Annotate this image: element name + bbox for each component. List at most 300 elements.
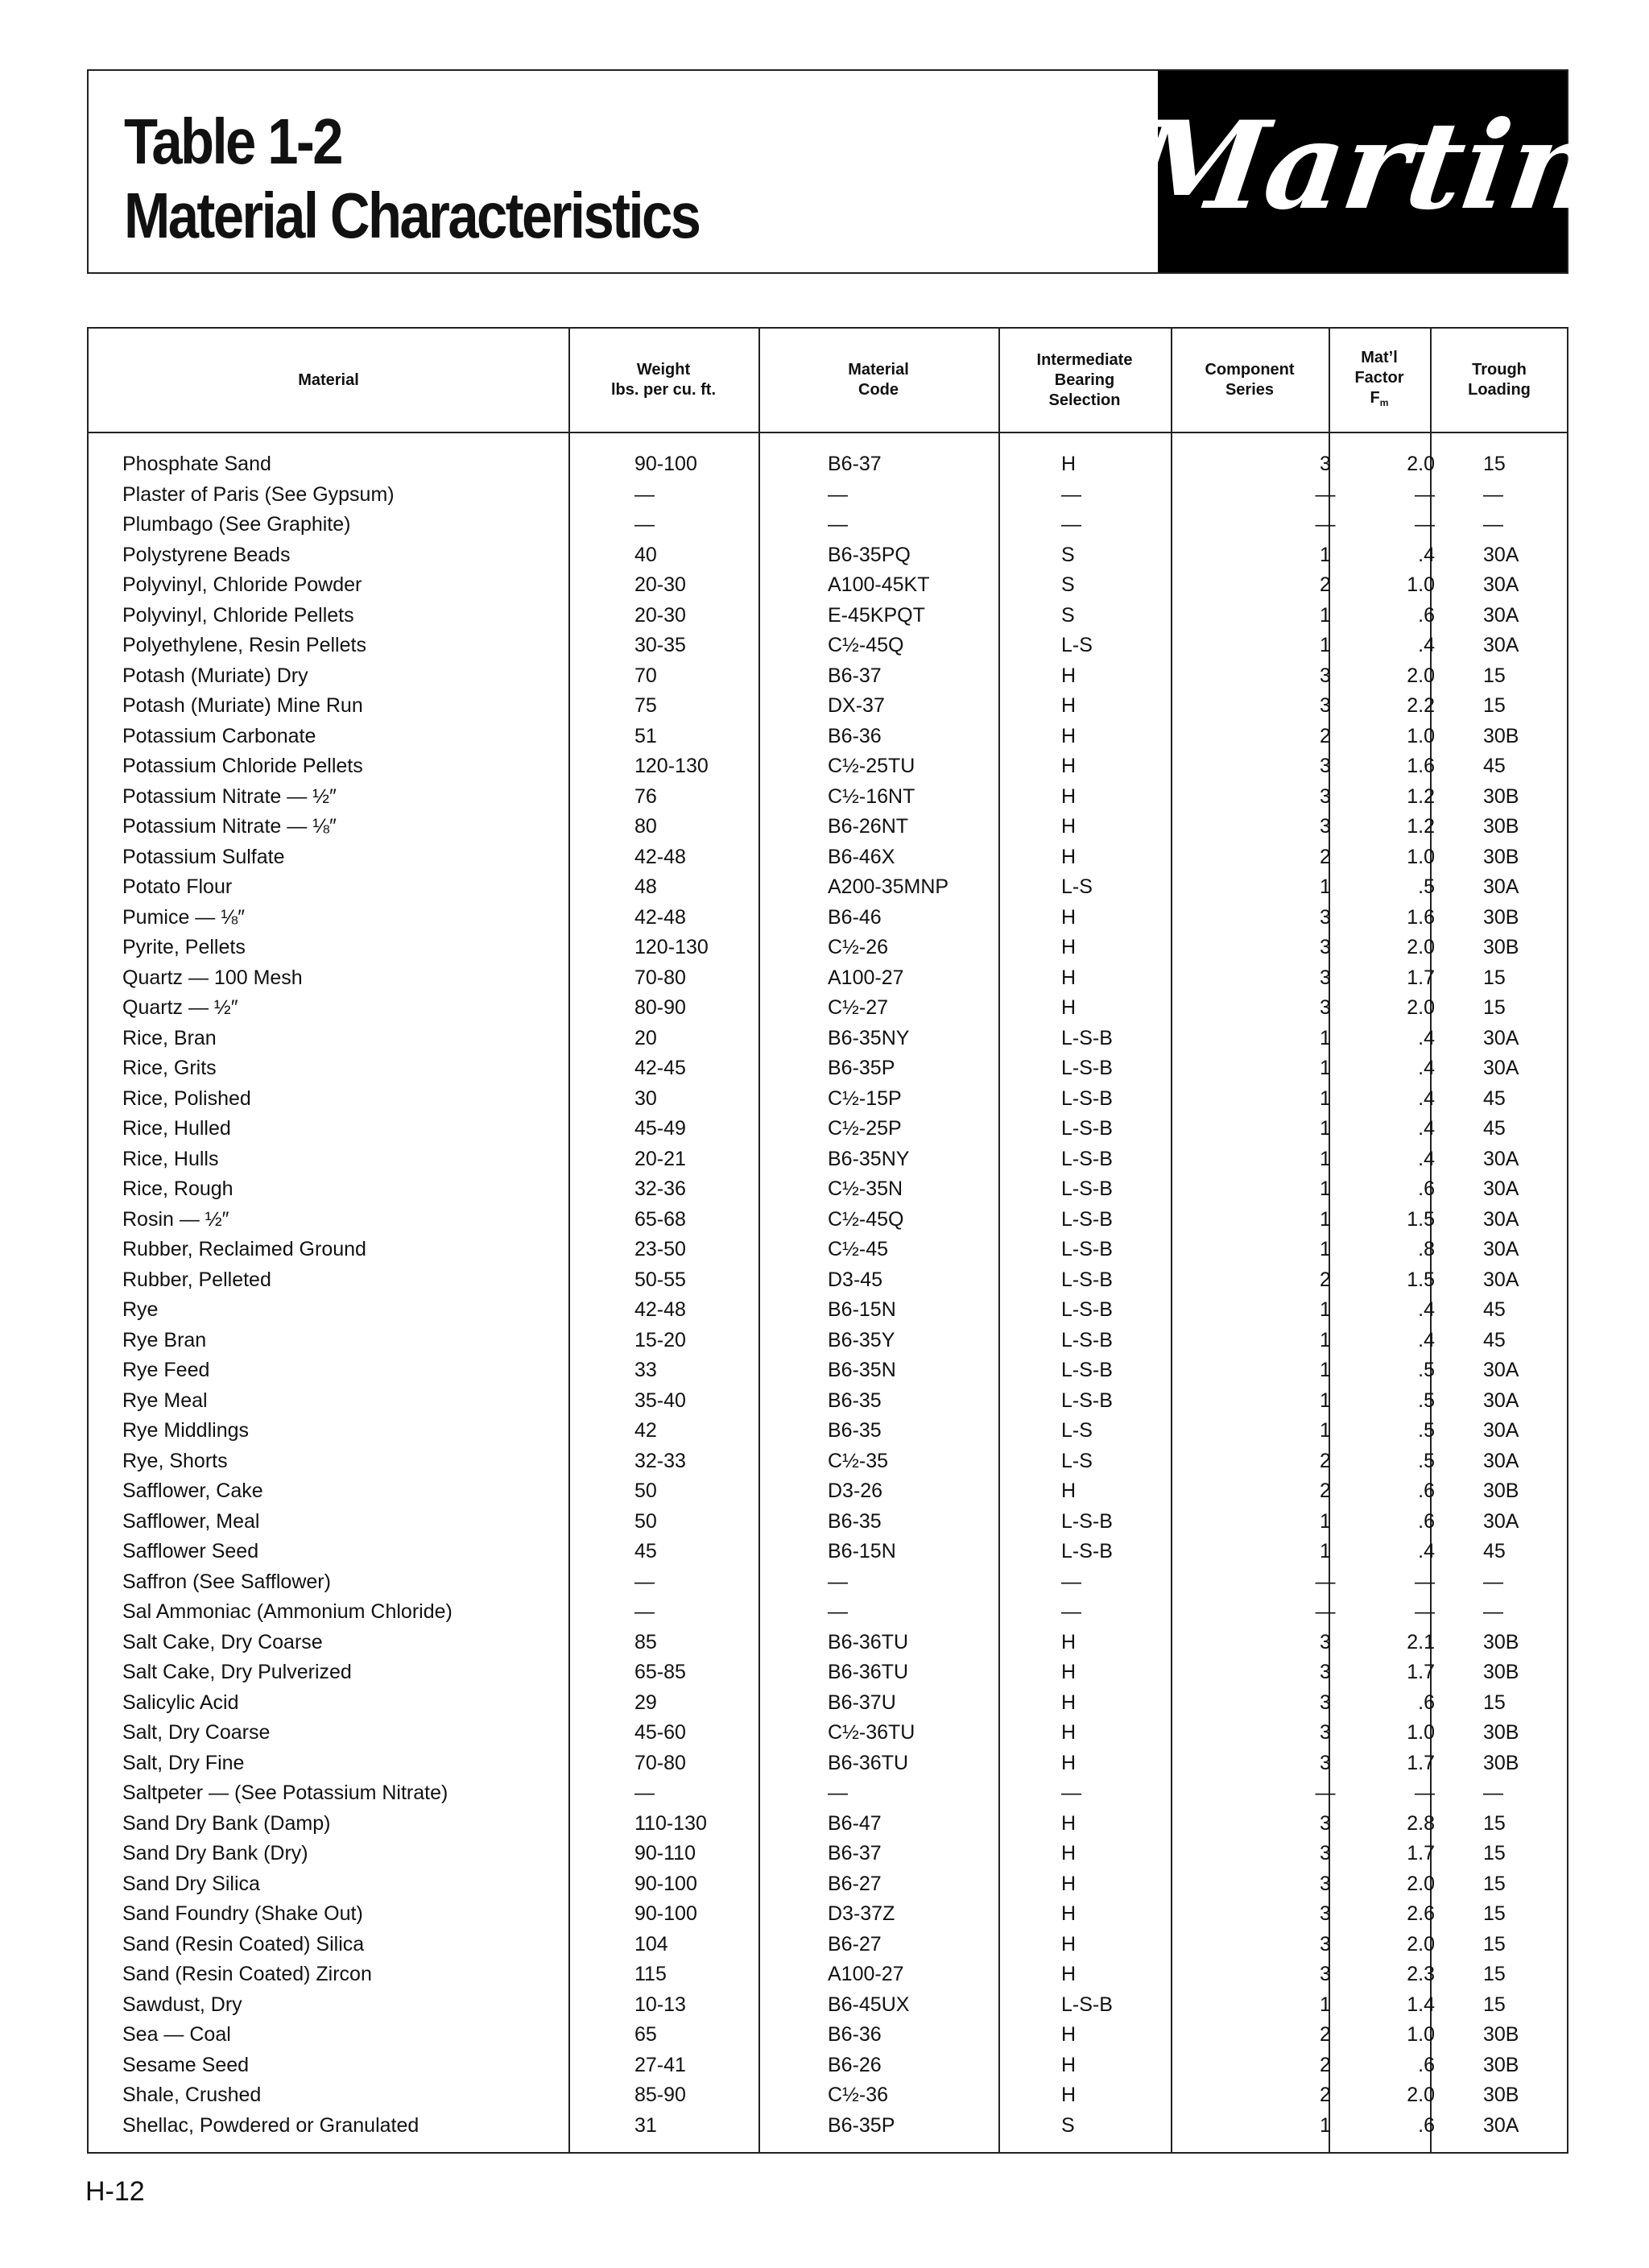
cell-weight: 30 xyxy=(634,1086,657,1110)
cell-weight: 33 xyxy=(634,1359,657,1381)
cell-material: Quartz — 100 Mesh xyxy=(122,966,303,989)
cell-series: 2 xyxy=(1320,2084,1331,2106)
cell-bearing: H xyxy=(1061,664,1077,687)
cell-trough: 30A xyxy=(1483,1389,1519,1412)
cell-factor: .4 xyxy=(1418,1026,1435,1049)
cell-weight: 30-35 xyxy=(634,634,686,656)
cell-weight: 115 xyxy=(634,1963,667,1985)
cell-material: Sand Dry Bank (Damp) xyxy=(122,1811,331,1835)
cell-code: B6-35P xyxy=(828,2113,895,2137)
cell-material: Rye Feed xyxy=(122,1359,210,1381)
table-row xyxy=(89,570,1567,601)
cell-factor: — xyxy=(1415,1600,1435,1623)
table-row xyxy=(89,1084,1567,1115)
cell-material: Shale, Crushed xyxy=(122,2084,262,2106)
table-row xyxy=(89,993,1567,1024)
cell-bearing: H xyxy=(1061,1902,1077,1925)
cell-material: Phosphate Sand xyxy=(122,453,271,475)
cell-factor: 2.3 xyxy=(1407,1963,1435,1985)
cell-bearing: L-S-B xyxy=(1061,1117,1113,1140)
cell-code: C½-45Q xyxy=(828,1207,904,1231)
table-row xyxy=(89,1778,1567,1809)
cell-factor: 2.0 xyxy=(1407,664,1435,687)
cell-trough: 30A xyxy=(1483,1449,1519,1472)
cell-factor: .4 xyxy=(1418,634,1435,656)
cell-trough: 30B xyxy=(1483,1630,1519,1653)
page-title xyxy=(124,105,793,253)
cell-bearing: L-S-B xyxy=(1061,1509,1113,1533)
cell-trough: 15 xyxy=(1483,1842,1506,1864)
cell-trough: — xyxy=(1483,513,1503,536)
cell-trough: — xyxy=(1483,482,1503,506)
cell-series: 1 xyxy=(1320,1419,1331,1442)
table-row xyxy=(89,1355,1567,1386)
cell-trough: 15 xyxy=(1483,1811,1506,1835)
cell-weight: 27-41 xyxy=(634,2053,686,2076)
cell-trough: 30B xyxy=(1483,1751,1519,1774)
cell-bearing: L-S-B xyxy=(1061,1268,1113,1291)
cell-series: 1 xyxy=(1320,1207,1331,1231)
cell-material: Sawdust, Dry xyxy=(122,1993,242,2016)
cell-trough: 30A xyxy=(1483,1359,1519,1381)
cell-material: Rye xyxy=(122,1298,159,1321)
cell-bearing: H xyxy=(1061,845,1077,868)
cell-material: Salt Cake, Dry Coarse xyxy=(122,1630,323,1653)
cell-weight: 90-100 xyxy=(634,1902,697,1925)
cell-material: Rice, Rough xyxy=(122,1177,234,1200)
cell-factor: 1.5 xyxy=(1407,1207,1435,1231)
table-row xyxy=(89,661,1567,692)
cell-material: Plumbago (See Graphite) xyxy=(122,513,351,536)
table-row xyxy=(89,1114,1567,1144)
cell-trough: 30A xyxy=(1483,1509,1519,1533)
cell-trough: 30A xyxy=(1483,875,1519,898)
cell-bearing: — xyxy=(1061,482,1081,506)
cell-series: — xyxy=(1315,513,1336,536)
cell-code: B6-35Y xyxy=(828,1328,895,1351)
table-row xyxy=(89,1567,1567,1598)
table-row xyxy=(89,1899,1567,1930)
table-body xyxy=(89,449,1567,2141)
cell-weight: 51 xyxy=(634,724,657,747)
cell-factor: .4 xyxy=(1418,1057,1435,1079)
cell-factor: .5 xyxy=(1418,1419,1435,1442)
cell-series: 1 xyxy=(1320,543,1331,566)
cell-code: B6-36 xyxy=(828,724,882,747)
cell-code: — xyxy=(828,1570,848,1593)
page-number: H-12 xyxy=(85,2176,145,2207)
cell-material: Safflower Seed xyxy=(122,1540,259,1562)
cell-material: Rubber, Reclaimed Ground xyxy=(122,1238,366,1260)
cell-bearing: H xyxy=(1061,1963,1077,1985)
cell-weight: 90-110 xyxy=(634,1842,696,1864)
cell-bearing: H xyxy=(1061,1480,1077,1502)
cell-weight: 50-55 xyxy=(634,1268,686,1291)
cell-material: Sand Dry Bank (Dry) xyxy=(122,1842,308,1864)
header-divider xyxy=(89,432,1567,433)
table-row xyxy=(89,812,1567,842)
cell-bearing: L-S-B xyxy=(1061,1993,1113,2016)
cell-trough: 15 xyxy=(1483,1963,1506,1985)
cell-series: 1 xyxy=(1320,1359,1331,1381)
cell-series: 1 xyxy=(1320,1298,1331,1321)
cell-bearing: L-S xyxy=(1061,634,1093,656)
cell-bearing: L-S xyxy=(1061,1449,1093,1472)
header-box xyxy=(87,69,1608,274)
cell-weight: 20 xyxy=(634,1026,657,1049)
cell-material: Salicylic Acid xyxy=(122,1691,239,1714)
cell-material: Potassium Chloride Pellets xyxy=(122,755,363,777)
table-row xyxy=(89,1960,1567,1990)
cell-series: 2 xyxy=(1320,2053,1331,2076)
cell-factor: 2.0 xyxy=(1407,453,1435,475)
cell-trough: 30B xyxy=(1483,1480,1519,1502)
cell-weight: 76 xyxy=(634,784,657,808)
cell-weight: 85-90 xyxy=(634,2084,686,2106)
cell-code: — xyxy=(828,1782,848,1804)
cell-trough: 30A xyxy=(1483,603,1519,627)
cell-weight: 35-40 xyxy=(634,1389,686,1412)
cell-series: 3 xyxy=(1320,1751,1331,1774)
cell-trough: 30B xyxy=(1483,724,1519,747)
cell-code: B6-36 xyxy=(828,2023,882,2046)
cell-bearing: H xyxy=(1061,694,1077,717)
cell-bearing: H xyxy=(1061,1811,1077,1835)
cell-factor: 2.0 xyxy=(1407,1872,1435,1895)
cell-material: Saltpeter — (See Potassium Nitrate) xyxy=(122,1782,448,1804)
cell-material: Potassium Carbonate xyxy=(122,724,316,747)
cell-trough: 15 xyxy=(1483,1902,1506,1925)
cell-material: Plaster of Paris (See Gypsum) xyxy=(122,482,395,506)
cell-factor: 2.0 xyxy=(1407,2084,1435,2106)
cell-trough: 30A xyxy=(1483,634,1519,656)
header-bearing: Intermediate Bearing Selection xyxy=(1036,350,1133,409)
cell-series: 3 xyxy=(1320,1630,1331,1653)
cell-code: — xyxy=(828,482,848,506)
cell-factor: 1.2 xyxy=(1407,815,1435,838)
cell-code: B6-27 xyxy=(828,1872,882,1895)
cell-bearing: L-S-B xyxy=(1061,1540,1113,1562)
cell-material: Polyvinyl, Chloride Pellets xyxy=(122,603,354,627)
cell-trough: 30B xyxy=(1483,936,1519,958)
cell-bearing: H xyxy=(1061,724,1077,747)
table-row xyxy=(89,1718,1567,1749)
table-row xyxy=(89,2111,1567,2142)
cell-code: B6-45UX xyxy=(828,1993,910,2016)
cell-weight: 65-85 xyxy=(634,1661,686,1683)
cell-trough: 30B xyxy=(1483,1661,1519,1683)
cell-bearing: H xyxy=(1061,1842,1077,1864)
cell-series: 3 xyxy=(1320,1842,1331,1864)
cell-trough: 15 xyxy=(1483,1993,1506,2016)
cell-trough: 30A xyxy=(1483,573,1519,596)
cell-code: C½-35 xyxy=(828,1449,889,1472)
table-row xyxy=(89,1416,1567,1446)
cell-weight: — xyxy=(634,1570,655,1593)
cell-bearing: H xyxy=(1061,2084,1077,2106)
cell-material: Potassium Nitrate — ½″ xyxy=(122,784,337,808)
table-row xyxy=(89,1990,1567,2021)
cell-series: 3 xyxy=(1320,1963,1331,1985)
cell-material: Salt, Dry Fine xyxy=(122,1751,245,1774)
cell-weight: 32-33 xyxy=(634,1449,686,1472)
cell-weight: 70-80 xyxy=(634,1751,686,1774)
cell-code: B6-46X xyxy=(828,845,895,868)
martin-logo xyxy=(1122,71,1608,272)
cell-material: Pumice — ⅛″ xyxy=(122,905,245,929)
cell-series: 3 xyxy=(1320,936,1331,958)
cell-material: Potassium Sulfate xyxy=(122,845,285,868)
table-row xyxy=(89,1205,1567,1235)
cell-code: D3-45 xyxy=(828,1268,883,1291)
cell-weight: 110-130 xyxy=(634,1811,707,1835)
cell-code: B6-35PQ xyxy=(828,543,911,566)
cell-trough: 30B xyxy=(1483,905,1519,929)
cell-trough: 45 xyxy=(1483,755,1506,777)
cell-weight: 45 xyxy=(634,1540,657,1562)
table-row xyxy=(89,1265,1567,1296)
cell-factor: 1.0 xyxy=(1407,573,1435,596)
cell-material: Sand (Resin Coated) Silica xyxy=(122,1932,365,1956)
cell-bearing: S xyxy=(1061,603,1075,627)
cell-bearing: H xyxy=(1061,1932,1077,1956)
logo-text: Martin xyxy=(1122,93,1608,237)
cell-weight: 20-30 xyxy=(634,603,686,627)
cell-factor: .5 xyxy=(1418,1359,1435,1381)
cell-bearing: — xyxy=(1061,1570,1081,1593)
cell-bearing: H xyxy=(1061,1691,1077,1714)
cell-code: C½-27 xyxy=(828,996,889,1019)
cell-bearing: — xyxy=(1061,1782,1081,1804)
cell-trough: 15 xyxy=(1483,996,1506,1019)
cell-factor: .5 xyxy=(1418,1449,1435,1472)
table-row xyxy=(89,1507,1567,1538)
cell-trough: 45 xyxy=(1483,1086,1506,1110)
table-row xyxy=(89,751,1567,782)
cell-weight: 85 xyxy=(634,1630,657,1653)
cell-weight: — xyxy=(634,482,655,506)
cell-material: Rosin — ½″ xyxy=(122,1207,229,1231)
cell-code: B6-35NY xyxy=(828,1147,910,1170)
cell-trough: 45 xyxy=(1483,1540,1506,1562)
cell-trough: 30A xyxy=(1483,543,1519,566)
cell-factor: .4 xyxy=(1418,1086,1435,1110)
cell-material: Quartz — ½″ xyxy=(122,996,238,1019)
cell-trough: 15 xyxy=(1483,1932,1506,1956)
cell-weight: 31 xyxy=(634,2113,657,2137)
cell-trough: 15 xyxy=(1483,1691,1506,1714)
cell-bearing: H xyxy=(1061,936,1077,958)
cell-weight: 45-60 xyxy=(634,1721,686,1744)
cell-series: 1 xyxy=(1320,1238,1331,1260)
cell-series: 3 xyxy=(1320,996,1331,1019)
table-row xyxy=(89,1326,1567,1356)
cell-bearing: H xyxy=(1061,2023,1077,2046)
header-code: Material Code xyxy=(848,361,909,399)
cell-material: Rye, Shorts xyxy=(122,1449,228,1472)
table-row xyxy=(89,480,1567,511)
cell-series: 2 xyxy=(1320,2023,1331,2046)
cell-series: — xyxy=(1315,1782,1336,1804)
cell-weight: 42-45 xyxy=(634,1057,686,1079)
cell-series: 1 xyxy=(1320,1389,1331,1412)
cell-weight: 90-100 xyxy=(634,453,697,475)
cell-code: C½-25TU xyxy=(828,755,915,777)
title-line-1: Table 1-2 xyxy=(124,106,341,177)
table-row xyxy=(89,1537,1567,1567)
cell-factor: 2.0 xyxy=(1407,936,1435,958)
cell-code: D3-26 xyxy=(828,1480,883,1502)
cell-factor: 2.0 xyxy=(1407,996,1435,1019)
cell-code: A100-45KT xyxy=(828,573,930,596)
cell-code: D3-37Z xyxy=(828,1902,895,1925)
cell-series: 3 xyxy=(1320,1811,1331,1835)
cell-weight: 32-36 xyxy=(634,1177,686,1200)
cell-trough: 30B xyxy=(1483,2023,1519,2046)
cell-factor: 2.0 xyxy=(1407,1932,1435,1956)
cell-material: Saffron (See Safflower) xyxy=(122,1570,331,1593)
cell-material: Sea — Coal xyxy=(122,2023,231,2046)
table-row xyxy=(89,872,1567,903)
cell-code: B6-46 xyxy=(828,905,882,929)
cell-trough: 30B xyxy=(1483,1721,1519,1744)
cell-trough: 30A xyxy=(1483,1026,1519,1049)
cell-bearing: L-S-B xyxy=(1061,1238,1113,1260)
cell-material: Rye Bran xyxy=(122,1328,207,1351)
cell-weight: 65-68 xyxy=(634,1207,686,1231)
cell-trough: 15 xyxy=(1483,966,1506,989)
cell-bearing: H xyxy=(1061,1751,1077,1774)
cell-code: C½-35N xyxy=(828,1177,903,1200)
cell-bearing: L-S-B xyxy=(1061,1359,1113,1381)
cell-material: Rice, Hulls xyxy=(122,1147,219,1170)
cell-series: 1 xyxy=(1320,1993,1331,2016)
cell-trough: 30A xyxy=(1483,1268,1519,1291)
cell-weight: 104 xyxy=(634,1932,668,1956)
cell-trough: 30B xyxy=(1483,2053,1519,2076)
header-factor-label: Mat’l Factor F xyxy=(1354,348,1404,407)
cell-material: Rye Middlings xyxy=(122,1419,250,1442)
table-row xyxy=(89,842,1567,873)
cell-factor: .4 xyxy=(1418,1147,1435,1170)
cell-weight: 65 xyxy=(634,2023,657,2046)
cell-code: B6-36TU xyxy=(828,1630,909,1653)
cell-factor: .6 xyxy=(1418,1480,1435,1502)
table-row xyxy=(89,601,1567,631)
cell-trough: 45 xyxy=(1483,1298,1506,1321)
cell-trough: 45 xyxy=(1483,1328,1506,1351)
cell-weight: 20-30 xyxy=(634,573,686,596)
table-row xyxy=(89,449,1567,480)
cell-factor: .4 xyxy=(1418,1117,1435,1140)
cell-weight: 42-48 xyxy=(634,1298,686,1321)
cell-code: B6-35P xyxy=(828,1057,895,1079)
cell-factor: 1.7 xyxy=(1407,1751,1435,1774)
cell-material: Potato Flour xyxy=(122,875,233,898)
table-row xyxy=(89,1930,1567,1960)
cell-trough: 30A xyxy=(1483,2113,1519,2137)
cell-series: 1 xyxy=(1320,634,1331,656)
cell-weight: 70 xyxy=(634,664,657,687)
cell-trough: 30A xyxy=(1483,1207,1519,1231)
table-row xyxy=(89,510,1567,540)
cell-series: 2 xyxy=(1320,573,1331,596)
cell-code: B6-37 xyxy=(828,453,882,475)
cell-series: 3 xyxy=(1320,694,1331,717)
cell-weight: — xyxy=(634,513,655,536)
cell-material: Sand Dry Silica xyxy=(122,1872,260,1895)
table-row xyxy=(89,1476,1567,1507)
cell-trough: 30A xyxy=(1483,1419,1519,1442)
cell-weight: 42-48 xyxy=(634,905,686,929)
cell-series: 1 xyxy=(1320,1540,1331,1562)
header-material: Material xyxy=(298,370,359,389)
cell-bearing: L-S-B xyxy=(1061,1207,1113,1231)
cell-factor: .5 xyxy=(1418,875,1435,898)
header-weight: Weight lbs. per cu. ft. xyxy=(610,361,717,399)
cell-factor: — xyxy=(1415,482,1435,506)
cell-material: Rice, Hulled xyxy=(122,1117,231,1140)
table-row xyxy=(89,1144,1567,1175)
cell-material: Potassium Nitrate — ⅛″ xyxy=(122,815,337,838)
cell-factor: 1.0 xyxy=(1407,724,1435,747)
cell-trough: 30B xyxy=(1483,845,1519,868)
cell-material: Potash (Muriate) Dry xyxy=(122,664,308,687)
cell-code: — xyxy=(828,1600,848,1623)
cell-factor: .5 xyxy=(1418,1389,1435,1412)
cell-code: B6-36TU xyxy=(828,1661,909,1683)
cell-bearing: L-S-B xyxy=(1061,1389,1113,1412)
cell-series: 3 xyxy=(1320,1661,1331,1683)
cell-trough: — xyxy=(1483,1570,1503,1593)
cell-bearing: H xyxy=(1061,755,1077,777)
cell-series: 2 xyxy=(1320,1449,1331,1472)
cell-bearing: H xyxy=(1061,453,1077,475)
cell-factor: 1.0 xyxy=(1407,845,1435,868)
cell-code: B6-15N xyxy=(828,1298,896,1321)
cell-code: C½-45Q xyxy=(828,634,904,656)
cell-series: 3 xyxy=(1320,755,1331,777)
cell-material: Salt Cake, Dry Pulverized xyxy=(122,1661,352,1683)
cell-weight: 70-80 xyxy=(634,966,686,989)
cell-series: 2 xyxy=(1320,845,1331,868)
cell-factor: 1.5 xyxy=(1407,1268,1435,1291)
cell-material: Rye Meal xyxy=(122,1389,208,1412)
material-table xyxy=(87,327,1568,2154)
cell-material: Rubber, Pelleted xyxy=(122,1268,271,1291)
cell-material: Sesame Seed xyxy=(122,2053,250,2076)
cell-series: 1 xyxy=(1320,1328,1331,1351)
cell-series: — xyxy=(1315,1600,1336,1623)
cell-trough: 15 xyxy=(1483,664,1506,687)
cell-trough: 30B xyxy=(1483,784,1519,808)
cell-code: B6-37 xyxy=(828,1842,882,1864)
cell-factor: 1.4 xyxy=(1407,1993,1435,2016)
cell-bearing: H xyxy=(1061,905,1077,929)
cell-factor: .4 xyxy=(1418,1540,1435,1562)
cell-factor: .6 xyxy=(1418,603,1435,627)
cell-series: 2 xyxy=(1320,1480,1331,1502)
cell-series: 1 xyxy=(1320,1147,1331,1170)
cell-factor: .6 xyxy=(1418,2113,1435,2137)
cell-weight: 75 xyxy=(634,694,657,717)
cell-series: 1 xyxy=(1320,603,1331,627)
cell-code: B6-37 xyxy=(828,664,882,687)
cell-bearing: H xyxy=(1061,2053,1077,2076)
cell-series: 3 xyxy=(1320,966,1331,989)
cell-code: C½-45 xyxy=(828,1238,889,1260)
cell-bearing: L-S xyxy=(1061,875,1093,898)
